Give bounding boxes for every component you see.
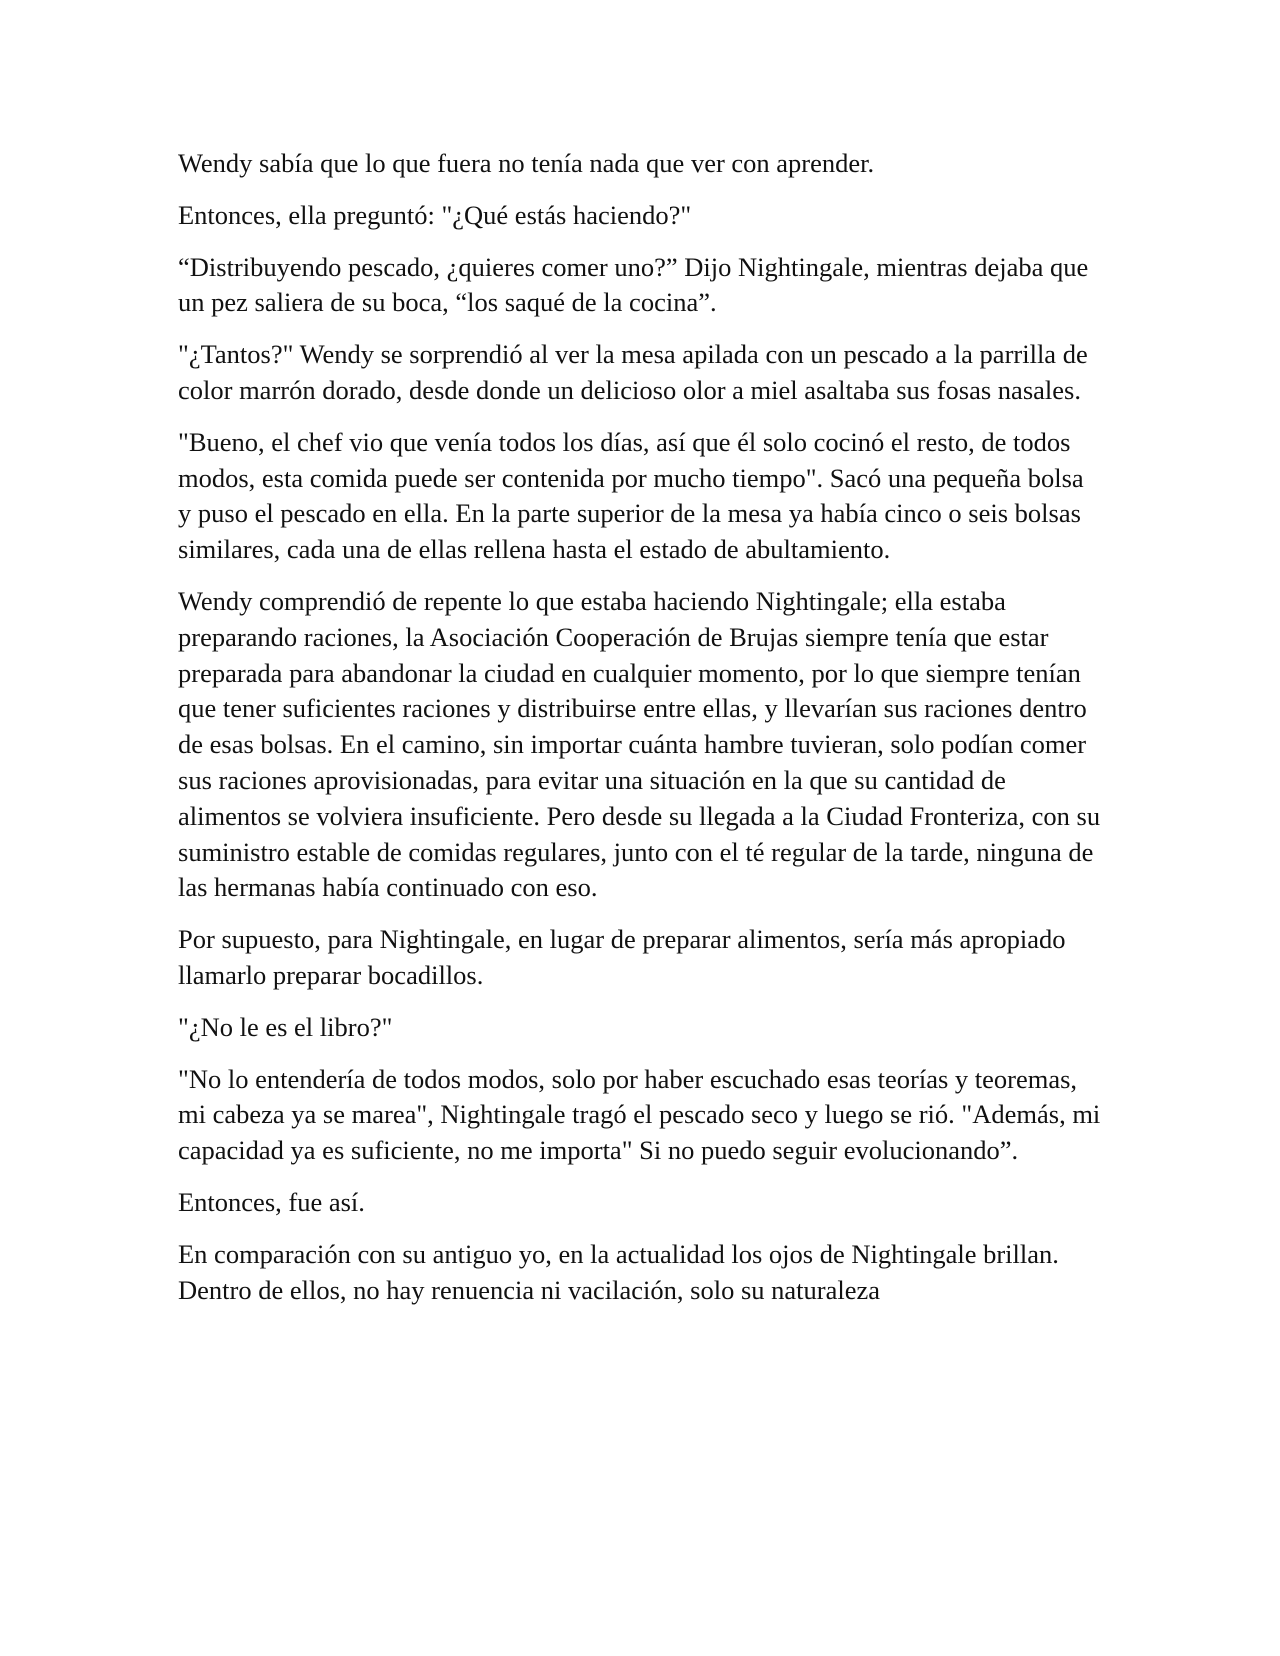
paragraph: “Distribuyendo pescado, ¿quieres comer uno?” Dijo Nightingale, mientras dejaba que un pez saliera de su boca, “los saqué de la cocina”. bbox=[178, 251, 1089, 318]
paragraph: Entonces, ella preguntó: "¿Qué estás haciendo?" bbox=[178, 199, 692, 230]
paragraph: Wendy sabía que lo que fuera no tenía nada que ver con aprender. bbox=[178, 148, 875, 178]
paragraph: Wendy comprendió de repente lo que estaba haciendo Nightingale; ella estaba preparando raciones, la Asociación Cooperación de Brujas siempre tenía que estar preparada para abandonar la ciudad en cualquier momento, por lo que siempre tenían que tener suficientes raciones y distribuirse entre ellas, y llevarían sus raciones dentro de esas bolsas. En el camino, sin importar cuánta hambre tuvieran, solo podían comer sus raciones aprovisionadas, para evitar una situación en la que su cantidad de alimentos se volviera insuficiente. Pero desde su llegada a la Ciudad Fronteriza, con su suministro estable de comidas regulares, junto con el té regular de la tarde, ninguna de las hermanas había continuado con eso. bbox=[178, 585, 1101, 903]
document-page bbox=[178, 146, 1103, 1324]
paragraph: Por supuesto, para Nightingale, en lugar de preparar alimentos, sería más apropiado llamarlo preparar bocadillos. bbox=[178, 924, 1066, 990]
paragraph: "¿No le es el libro?" bbox=[178, 1011, 393, 1042]
paragraph: "No lo entendería de todos modos, solo por haber escuchado esas teorías y teoremas, mi cabeza ya se marea", Nightingale tragó el pescado seco y luego se rió. "Además, mi capacidad ya es suficiente, no me importa" Si no puedo seguir evolucionando”. bbox=[178, 1063, 1101, 1166]
paragraph: "¿Tantos?" Wendy se sorprendió al ver la mesa apilada con un pescado a la parrilla de color marrón dorado, desde donde un delicioso olor a miel asaltaba sus fosas nasales. bbox=[178, 339, 1088, 405]
paragraph: En comparación con su antiguo yo, en la actualidad los ojos de Nightingale brillan. Dentro de ellos, no hay renuencia ni vacilación, solo su naturaleza bbox=[178, 1238, 1059, 1305]
paragraph: Entonces, fue así. bbox=[178, 1186, 365, 1217]
paragraph: "Bueno, el chef vio que venía todos los días, así que él solo cocinó el resto, de todos modos, esta comida puede ser contenida por mucho tiempo". Sacó una pequeña bolsa y puso el pescado en ella. En la parte superior de la mesa ya había cinco o seis bolsas similares, cada una de ellas rellena hasta el estado de abultamiento. bbox=[178, 426, 1084, 565]
